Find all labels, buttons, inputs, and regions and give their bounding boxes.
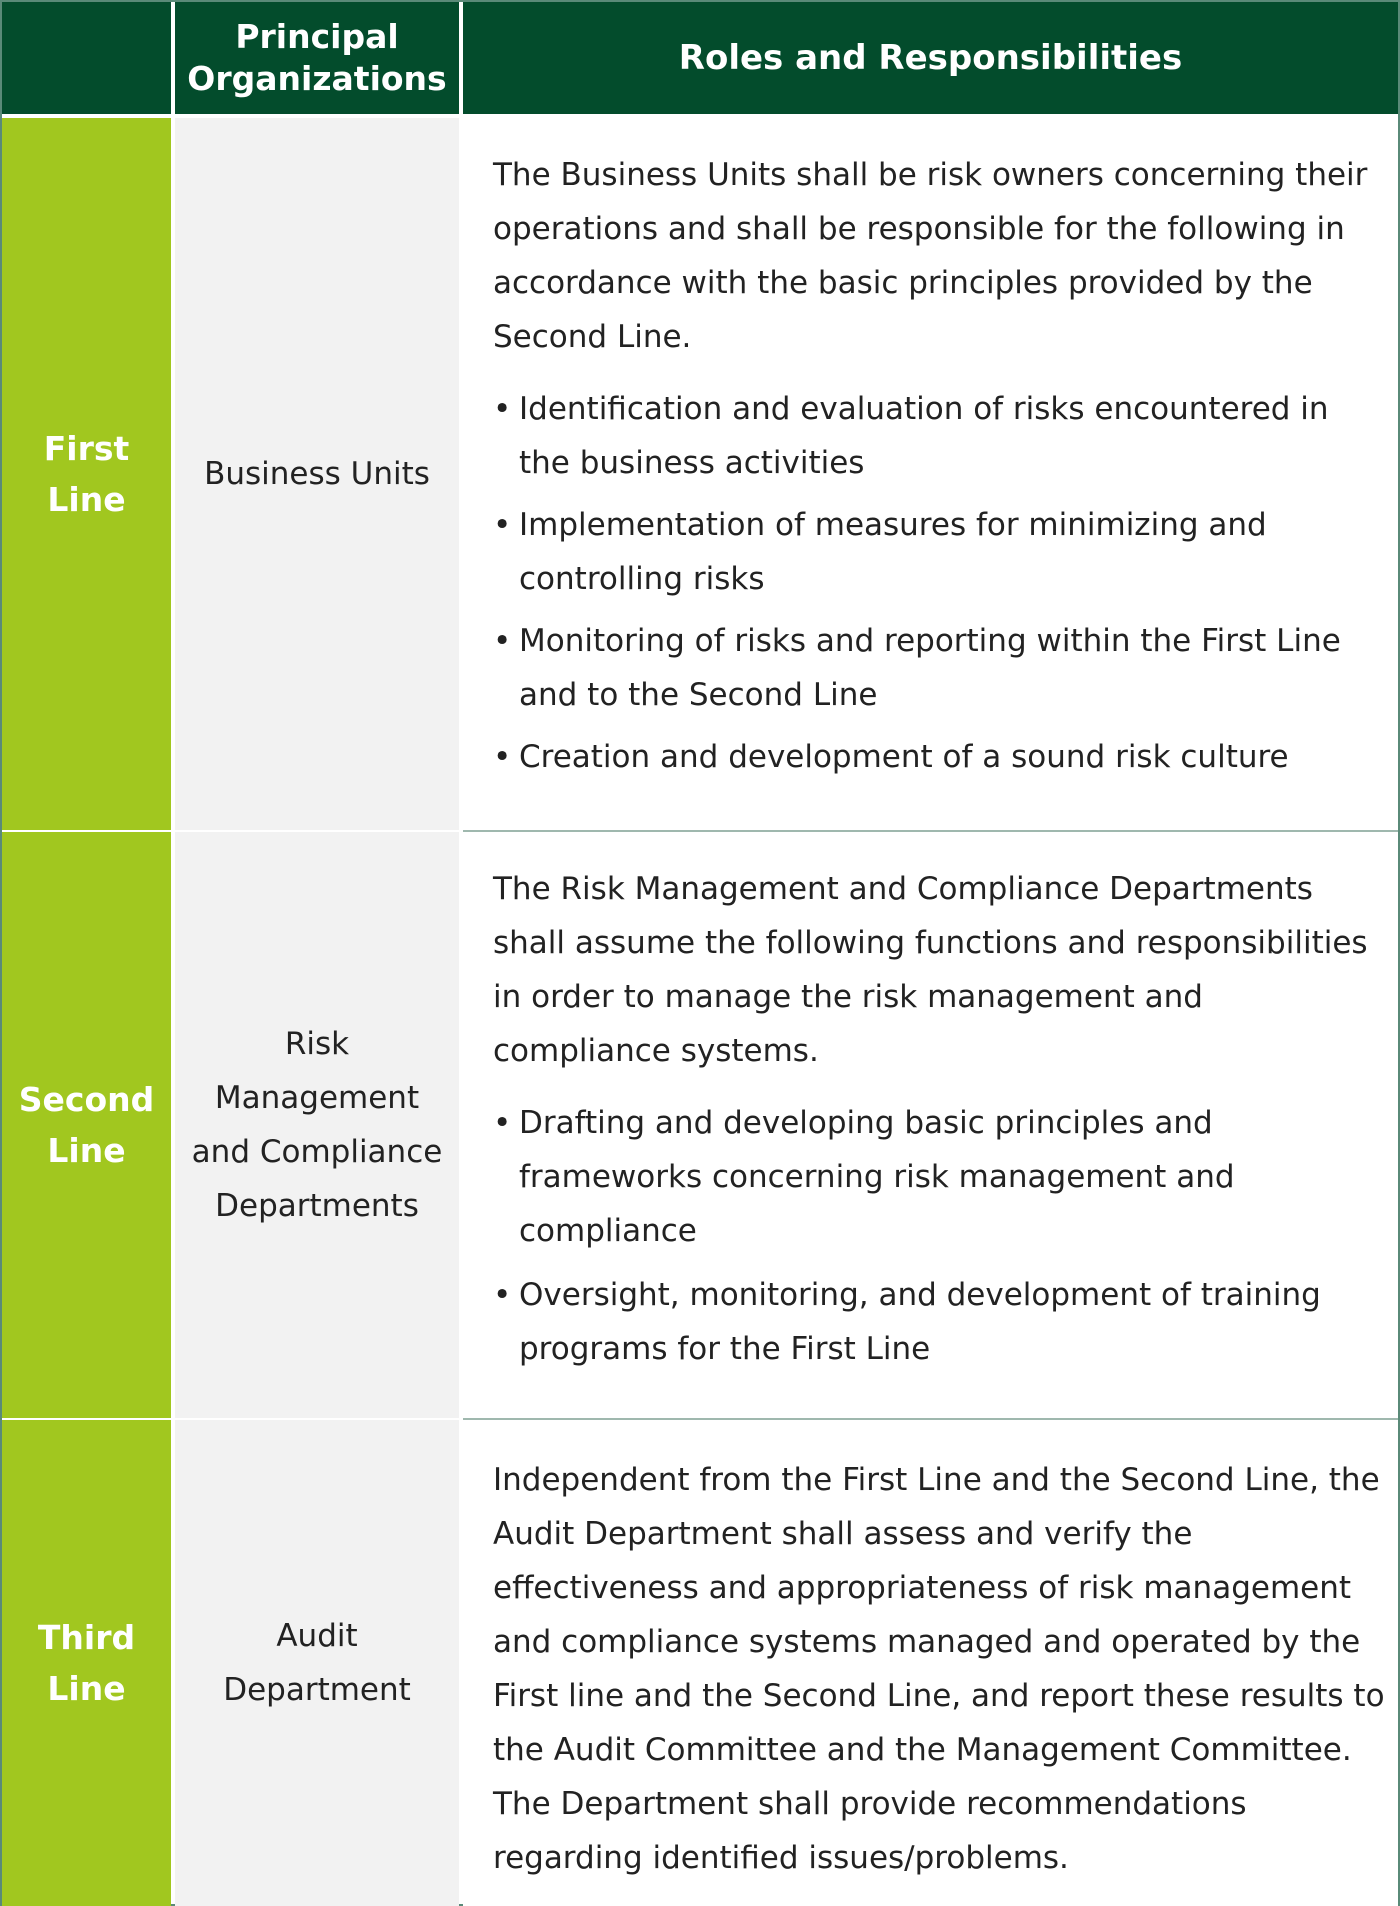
header-roles-responsibilities: Roles and Responsibilities <box>463 2 1398 114</box>
table-row-first-line <box>2 118 1398 830</box>
table-row-second-line <box>2 832 1398 1418</box>
line-label-word2: Line <box>47 480 126 519</box>
header-principal-organizations <box>175 2 459 114</box>
header-empty-cell <box>2 2 171 114</box>
responsibilities-cell <box>463 118 1398 830</box>
responsibilities-cell <box>463 1420 1398 1906</box>
line-label-word2: Line <box>47 1131 126 1170</box>
line-label-cell <box>2 832 171 1418</box>
organization-cell: Business Units <box>175 118 459 830</box>
responsibilities-cell <box>463 832 1398 1418</box>
list-item: • Creation and development of a sound risk culture <box>493 730 1388 784</box>
responsibilities-list <box>493 1096 1388 1376</box>
list-item: • Oversight, monitoring, and development of training programs for the First Line <box>493 1268 1388 1376</box>
line-label-word2: Line <box>47 1669 126 1708</box>
organization-cell: Risk Management and Compliance Departments <box>175 832 459 1418</box>
line-label-word1: First <box>43 429 130 468</box>
organization-cell: Audit Department <box>175 1420 459 1906</box>
responsibilities-intro: The Risk Management and Compliance Departments shall assume the following functions and responsibilities in order to manage the risk management and compliance systems. <box>493 871 1368 1069</box>
list-item: • Monitoring of risks and reporting within the First Line and to the Second Line <box>493 614 1388 722</box>
line-label-cell <box>2 118 171 830</box>
table-header-row <box>2 2 1398 114</box>
table-row-third-line <box>2 1420 1398 1906</box>
header-principal-label: Principal <box>235 17 399 56</box>
line-label-word1: Second <box>18 1080 155 1119</box>
responsibilities-intro: The Business Units shall be risk owners concerning their operations and shall be responsible for the following in accordance with the basic principles provided by the Second Line. <box>493 157 1368 355</box>
responsibilities-intro: Independent from the First Line and the Second Line, the Audit Department shall assess and verify the effectiveness and appropriateness of risk management and compliance systems managed and operated by the First line and the Second Line, and report these results to the Audit Committee and the Management Committee. The Department shall provide recommendations regarding identified issues/problems. <box>493 1462 1385 1876</box>
line-label-word1: Third <box>37 1618 136 1657</box>
responsibilities-list <box>493 382 1388 784</box>
line-label-cell <box>2 1420 171 1906</box>
list-item: • Identification and evaluation of risks encountered in the business activities <box>493 382 1388 490</box>
list-item: • Drafting and developing basic principles and frameworks concerning risk management and compliance <box>493 1096 1388 1258</box>
header-organizations-label: Organizations <box>187 59 447 98</box>
list-item: • Implementation of measures for minimizing and controlling risks <box>493 498 1388 606</box>
